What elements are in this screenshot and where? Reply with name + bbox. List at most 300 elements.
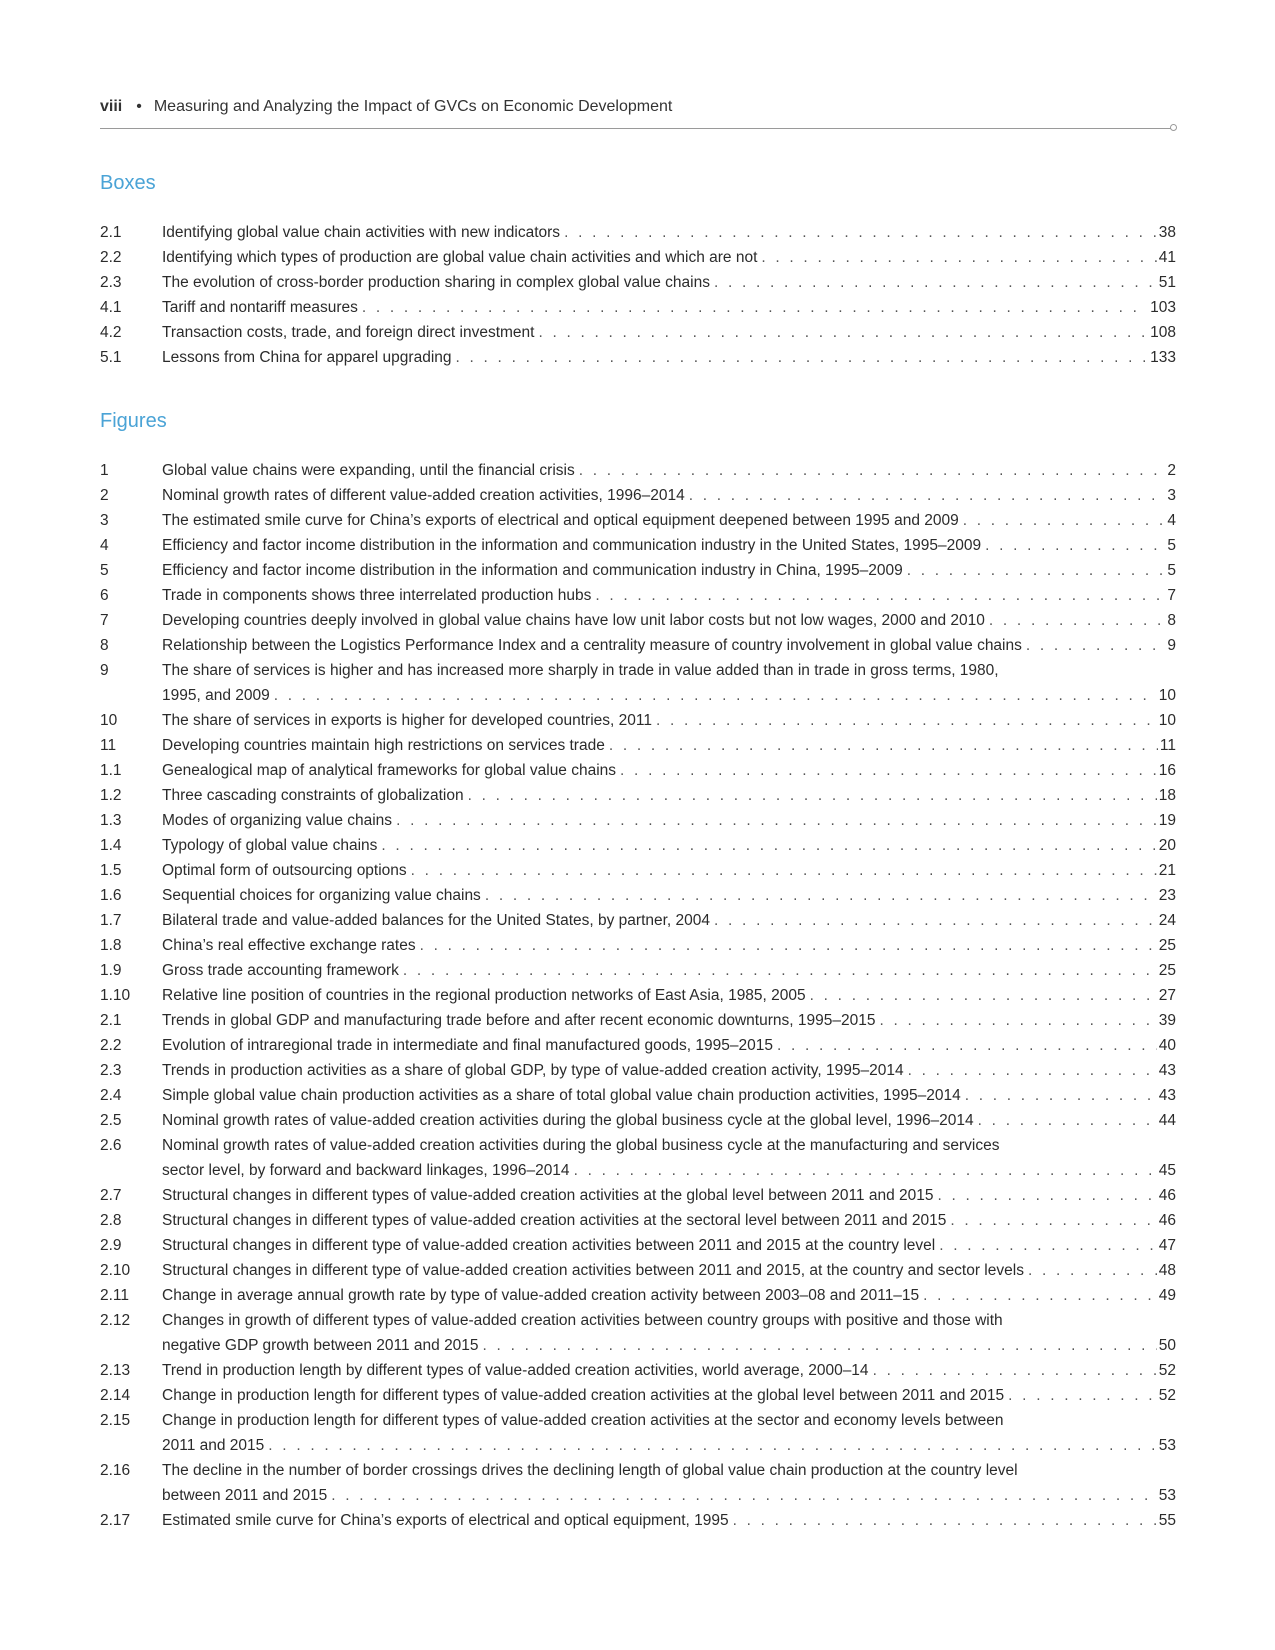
entry-title: The estimated smile curve for China’s exports of electrical and optical equipment deepened between 1995 and 2009 [162,512,959,529]
entry-body [162,808,1176,833]
entry-line [162,1408,1176,1433]
dot-leader [392,808,1157,833]
dot-leader [773,1033,1157,1058]
entry-line [162,958,1176,983]
entry-title: between 2011 and 2015 [162,1487,328,1504]
entry-title: Lessons from China for apparel upgrading [162,349,452,366]
toc-entry[interactable] [100,483,1176,508]
entry-line [162,933,1176,958]
toc-entry[interactable] [100,1258,1176,1283]
toc-entry[interactable] [100,1283,1176,1308]
entry-title: Simple global value chain production activities as a share of total global value chain production activities, 1995–2014 [162,1087,961,1104]
entry-title: Trend in production length by different types of value-added creation activities, world average, 2000–14 [162,1362,869,1379]
dot-leader [560,220,1157,245]
toc-entry[interactable] [100,733,1176,758]
entry-line [162,1133,1176,1158]
dot-leader [1004,1383,1157,1408]
entry-number: 2.11 [100,1287,130,1304]
entry-title: The share of services is higher and has increased more sharply in trade in value added than in trade in gross terms, 1980, [162,662,999,679]
dot-leader [946,1208,1156,1233]
entry-line [162,808,1176,833]
entry-page-number: 52 [1158,1387,1176,1404]
toc-entry[interactable] [100,908,1176,933]
toc-entry[interactable] [100,608,1176,633]
toc-entry[interactable] [100,958,1176,983]
entry-body [162,1508,1176,1533]
toc-entry[interactable] [100,633,1176,658]
dot-leader [407,858,1157,883]
entry-title: Change in production length for different types of value-added creation activities at the sector and economy levels between [162,1412,1004,1429]
entry-line [162,1508,1176,1533]
entry-title: Genealogical map of analytical frameworks for global value chains [162,762,617,779]
entry-title: Tariff and nontariff measures [162,299,358,316]
entry-number: 1.8 [100,937,122,954]
entry-body [162,533,1176,558]
dot-leader [358,295,1148,320]
entry-page-number: 39 [1158,1012,1176,1029]
entry-number: 2.1 [100,1012,122,1029]
entry-title: Trade in components shows three interrelated production hubs [162,587,592,604]
entry-line [162,758,1176,783]
dot-leader [481,883,1157,908]
toc-entry[interactable] [100,1458,1176,1508]
dot-leader [961,1083,1157,1108]
entry-body [162,1033,1176,1058]
entry-title: The share of services in exports is higher for developed countries, 2011 [162,712,652,729]
toc-entry[interactable] [100,558,1176,583]
dot-leader [377,833,1156,858]
entry-page-number: 46 [1158,1187,1176,1204]
entry-line [162,1383,1176,1408]
entry-title: Global value chains were expanding, until the financial crisis [162,462,575,479]
entry-number: 2.2 [100,1037,122,1054]
toc-entry[interactable] [100,1508,1176,1533]
toc-entry[interactable] [100,708,1176,733]
dot-leader [575,458,1166,483]
entry-body [162,558,1176,583]
running-title: Measuring and Analyzing the Impact of GVCs on Economic Development [153,98,673,115]
dot-leader [464,783,1157,808]
dot-leader [399,958,1157,983]
entry-body [162,1008,1176,1033]
entry-line [162,1283,1176,1308]
toc-entry[interactable] [100,833,1176,858]
toc-entry[interactable] [100,295,1176,320]
entry-line [162,583,1176,608]
entry-body [162,270,1176,295]
entry-title: China’s real effective exchange rates [162,937,416,954]
dot-leader [652,708,1157,733]
entry-page-number: 53 [1158,1487,1176,1504]
entry-number: 5 [100,562,109,579]
toc-entry[interactable] [100,1108,1176,1133]
entry-line [162,1033,1176,1058]
entry-line [162,883,1176,908]
toc-entry[interactable] [100,320,1176,345]
entry-body [162,1383,1176,1408]
entry-line [162,508,1176,533]
entry-body [162,1258,1176,1283]
entry-body [162,758,1176,783]
entry-page-number: 55 [1158,1512,1176,1529]
entry-line [162,1333,1176,1358]
entry-body [162,1308,1176,1358]
entry-line [162,533,1176,558]
entry-number: 2.14 [100,1387,131,1404]
dot-leader [616,758,1157,783]
entry-line [162,1083,1176,1108]
header-rule-end-dot [1170,124,1177,131]
entry-body [162,1108,1176,1133]
entry-page-number: 49 [1158,1287,1176,1304]
dot-leader [264,1433,1156,1458]
entry-title: Estimated smile curve for China’s exports of electrical and optical equipment, 1995 [162,1512,729,1529]
entry-number: 2.5 [100,1112,122,1129]
entry-body [162,1058,1176,1083]
entry-page-number: 2 [1167,462,1176,479]
entry-page-number: 27 [1158,987,1176,1004]
toc-entry[interactable] [100,758,1176,783]
entry-page-number: 5 [1167,562,1176,579]
entry-title: negative GDP growth between 2011 and 2015 [162,1337,479,1354]
entry-page-number: 50 [1158,1337,1176,1354]
entry-title: Modes of organizing value chains [162,812,393,829]
entry-line [162,1008,1176,1033]
entry-body [162,658,1176,708]
entry-title: Structural changes in different types of value-added creation activities at the global level between 2011 and 2015 [162,1187,934,1204]
entry-number: 2.17 [100,1512,131,1529]
entry-title: sector level, by forward and backward linkages, 1996–2014 [162,1162,570,1179]
toc-entry[interactable] [100,1008,1176,1033]
toc-entry[interactable] [100,883,1176,908]
entry-body [162,295,1176,320]
entry-number: 2.13 [100,1362,131,1379]
entry-title: Change in average annual growth rate by type of value-added creation activity between 2003–08 and 2011–15 [162,1287,920,1304]
dot-leader [806,983,1157,1008]
entry-title: Changes in growth of different types of value-added creation activities between country groups with positive and those with [162,1312,1003,1329]
entry-body [162,483,1176,508]
toc-entry[interactable] [100,1233,1176,1258]
dot-leader [327,1483,1157,1508]
entry-number: 7 [100,612,109,629]
entry-body [162,1083,1176,1108]
entry-body [162,1283,1176,1308]
dot-leader [479,1333,1157,1358]
entry-body [162,1183,1176,1208]
toc-entry[interactable] [100,270,1176,295]
dot-leader [757,245,1156,270]
entry-page-number: 4 [1167,512,1176,529]
entry-number: 2 [100,487,109,504]
entry-number: 1.1 [100,762,122,779]
entry-line [162,1458,1176,1483]
toc-entry[interactable] [100,1133,1176,1183]
dot-leader [710,908,1157,933]
dot-leader [904,1058,1157,1083]
entry-line [162,1233,1176,1258]
toc-entry[interactable] [100,1408,1176,1458]
dot-leader [934,1183,1157,1208]
entry-page-number: 38 [1158,224,1176,241]
entry-title: Sequential choices for organizing value chains [162,887,481,904]
entry-page-number: 41 [1158,249,1176,266]
toc-entry[interactable] [100,1208,1176,1233]
entry-title: Identifying which types of production are global value chain activities and which are not [162,249,758,266]
entry-line [162,633,1176,658]
dot-leader [903,558,1166,583]
toc-entry[interactable] [100,1033,1176,1058]
entry-title: Three cascading constraints of globalization [162,787,464,804]
entry-number: 2.4 [100,1087,122,1104]
figures-list [100,458,1176,1533]
entry-line [162,683,1176,708]
entry-title: Nominal growth rates of value-added creation activities during the global business cycle at the manufacturing and services [162,1137,1000,1154]
entry-body [162,220,1176,245]
entry-page-number: 44 [1158,1112,1176,1129]
entry-line [162,1433,1176,1458]
dot-leader [935,1233,1157,1258]
entry-line [162,1108,1176,1133]
entry-number: 10 [100,712,118,729]
entry-title: Bilateral trade and value-added balances for the United States, by partner, 2004 [162,912,711,929]
header-bullet: • [136,98,142,115]
toc-entry[interactable] [100,658,1176,708]
entry-title: Structural changes in different type of value-added creation activities between 2011 and 2015 at the country level [162,1237,936,1254]
entry-number: 2.3 [100,1062,122,1079]
toc-entry[interactable] [100,1183,1176,1208]
entry-line [162,833,1176,858]
entry-page-number: 103 [1150,299,1176,316]
entry-body [162,345,1176,370]
entry-line [162,733,1176,758]
entry-page-number: 53 [1158,1437,1176,1454]
entry-number: 2.2 [100,249,122,266]
entry-page-number: 46 [1158,1212,1176,1229]
boxes-list [100,220,1176,370]
entry-page-number: 23 [1158,887,1176,904]
entry-number: 1.9 [100,962,122,979]
toc-entry[interactable] [100,458,1176,483]
entry-line [162,608,1176,633]
dot-leader [591,583,1165,608]
entry-line [162,1183,1176,1208]
entry-line [162,1358,1176,1383]
entry-number: 1.7 [100,912,122,929]
entry-body [162,958,1176,983]
dot-leader [981,533,1165,558]
entry-line [162,220,1176,245]
entry-title: Identifying global value chain activities with new indicators [162,224,561,241]
entry-number: 5.1 [100,349,122,366]
entry-number: 2.12 [100,1312,131,1329]
entry-page-number: 10 [1158,687,1176,704]
dot-leader [919,1283,1157,1308]
entry-page-number: 43 [1158,1062,1176,1079]
entry-page-number: 10 [1158,712,1176,729]
entry-title: The evolution of cross-border production sharing in complex global value chains [162,274,710,291]
entry-page-number: 45 [1158,1162,1176,1179]
entry-page-number: 40 [1158,1037,1176,1054]
entry-page-number: 24 [1158,912,1176,929]
toc-entry[interactable] [100,583,1176,608]
entry-number: 1.3 [100,812,122,829]
dot-leader [729,1508,1157,1533]
entry-number: 1.2 [100,787,122,804]
toc-entry[interactable] [100,1383,1176,1408]
entry-page-number: 8 [1167,612,1176,629]
toc-entry[interactable] [100,1308,1176,1358]
entry-page-number: 16 [1158,762,1176,779]
entry-body [162,883,1176,908]
entry-body [162,1358,1176,1383]
dot-leader [570,1158,1157,1183]
entry-number: 1.4 [100,837,122,854]
boxes-heading: Boxes [100,172,156,194]
entry-title: Nominal growth rates of value-added creation activities during the global business cycle at the global level, 1996–2014 [162,1112,974,1129]
dot-leader [985,608,1165,633]
entry-body [162,608,1176,633]
entry-title: Typology of global value chains [162,837,378,854]
dot-leader [1024,1258,1157,1283]
entry-body [162,458,1176,483]
entry-number: 2.15 [100,1412,131,1429]
entry-title: Efficiency and factor income distribution in the information and communication industry in China, 1995–2009 [162,562,903,579]
entry-page-number: 9 [1167,637,1176,654]
entry-page-number: 21 [1158,862,1176,879]
toc-entry[interactable] [100,783,1176,808]
entry-line [162,658,1176,683]
dot-leader [710,270,1157,295]
entry-body [162,1458,1176,1508]
toc-entry[interactable] [100,1358,1176,1383]
entry-line [162,245,1176,270]
entry-title: Change in production length for different types of value-added creation activities at the global level between 2011 and 2015 [162,1387,1005,1404]
entry-number: 1 [100,462,109,479]
toc-entry[interactable] [100,220,1176,245]
entry-line [162,1208,1176,1233]
entry-line [162,1483,1176,1508]
entry-title: Structural changes in different type of value-added creation activities between 2011 and 2015, at the country and sector levels [162,1262,1024,1279]
entry-body [162,1233,1176,1258]
entry-page-number: 3 [1167,487,1176,504]
toc-entry[interactable] [100,933,1176,958]
entry-number: 2.16 [100,1462,131,1479]
entry-title: Trends in production activities as a share of global GDP, by type of value-added creation activity, 1995–2014 [162,1062,904,1079]
toc-entry[interactable] [100,533,1176,558]
entry-line [162,558,1176,583]
entry-number: 4 [100,537,109,554]
dot-leader [685,483,1166,508]
entry-title: Relationship between the Logistics Performance Index and a centrality measure of country involvement in global value chains [162,637,1022,654]
entry-body [162,858,1176,883]
entry-line [162,345,1176,370]
entry-title: The decline in the number of border crossings drives the declining length of global value chain production at the country level [162,1462,1018,1479]
entry-body [162,733,1176,758]
dot-leader [974,1108,1157,1133]
entry-title: Efficiency and factor income distribution in the information and communication industry in the United States, 1995–2009 [162,537,982,554]
entry-page-number: 25 [1158,937,1176,954]
entry-number: 2.6 [100,1137,122,1154]
entry-line [162,458,1176,483]
entry-line [162,983,1176,1008]
entry-body [162,1208,1176,1233]
entry-page-number: 7 [1167,587,1176,604]
entry-line [162,1308,1176,1333]
entry-body [162,783,1176,808]
toc-entry[interactable] [100,508,1176,533]
entry-number: 2.3 [100,274,122,291]
entry-line [162,1158,1176,1183]
entry-number: 9 [100,662,109,679]
entry-title: Evolution of intraregional trade in intermediate and final manufactured goods, 1995–2015 [162,1037,773,1054]
entry-number: 3 [100,512,109,529]
dot-leader [416,933,1157,958]
entry-line [162,270,1176,295]
entry-page-number: 48 [1158,1262,1176,1279]
entry-title: Trends in global GDP and manufacturing trade before and after recent economic downturns, 1995–2015 [162,1012,876,1029]
entry-number: 1.10 [100,987,131,1004]
entry-number: 4.2 [100,324,122,341]
toc-entry[interactable] [100,983,1176,1008]
entry-page-number: 52 [1158,1362,1176,1379]
entry-number: 1.6 [100,887,122,904]
entry-line [162,858,1176,883]
entry-body [162,908,1176,933]
entry-number: 2.10 [100,1262,131,1279]
entry-title: 2011 and 2015 [162,1437,265,1454]
entry-line [162,1258,1176,1283]
entry-body [162,583,1176,608]
entry-body [162,708,1176,733]
running-header [100,98,1175,116]
entry-line [162,1058,1176,1083]
entry-title: Developing countries deeply involved in global value chains have low unit labor costs but not low wages, 2000 and 2010 [162,612,985,629]
entry-body [162,933,1176,958]
entry-body [162,1133,1176,1183]
toc-entry[interactable] [100,345,1176,370]
entry-title: Structural changes in different types of value-added creation activities at the sectoral level between 2011 and 2015 [162,1212,947,1229]
entry-title: 1995, and 2009 [162,687,270,704]
entry-body [162,833,1176,858]
toc-entry[interactable] [100,808,1176,833]
entry-line [162,908,1176,933]
entry-page-number: 11 [1159,737,1176,754]
entry-number: 6 [100,587,109,604]
figures-heading: Figures [100,410,167,432]
entry-title: Developing countries maintain high restrictions on services trade [162,737,605,754]
entry-line [162,708,1176,733]
entry-number: 11 [100,737,117,754]
entry-number: 2.8 [100,1212,122,1229]
entry-page-number: 43 [1158,1087,1176,1104]
entry-page-number: 18 [1158,787,1176,804]
entry-number: 2.9 [100,1237,122,1254]
entry-line [162,783,1176,808]
toc-entry[interactable] [100,1058,1176,1083]
entry-line [162,320,1176,345]
header-rule [100,128,1172,129]
entry-title: Relative line position of countries in the regional production networks of East Asia, 1985, 2005 [162,987,806,1004]
toc-entry[interactable] [100,245,1176,270]
entry-page-number: 51 [1158,274,1176,291]
toc-entry[interactable] [100,858,1176,883]
entry-title: Optimal form of outsourcing options [162,862,407,879]
entry-body [162,320,1176,345]
toc-entry[interactable] [100,1083,1176,1108]
entry-number: 1.5 [100,862,122,879]
entry-page-number: 5 [1167,537,1176,554]
entry-page-number: 19 [1158,812,1176,829]
